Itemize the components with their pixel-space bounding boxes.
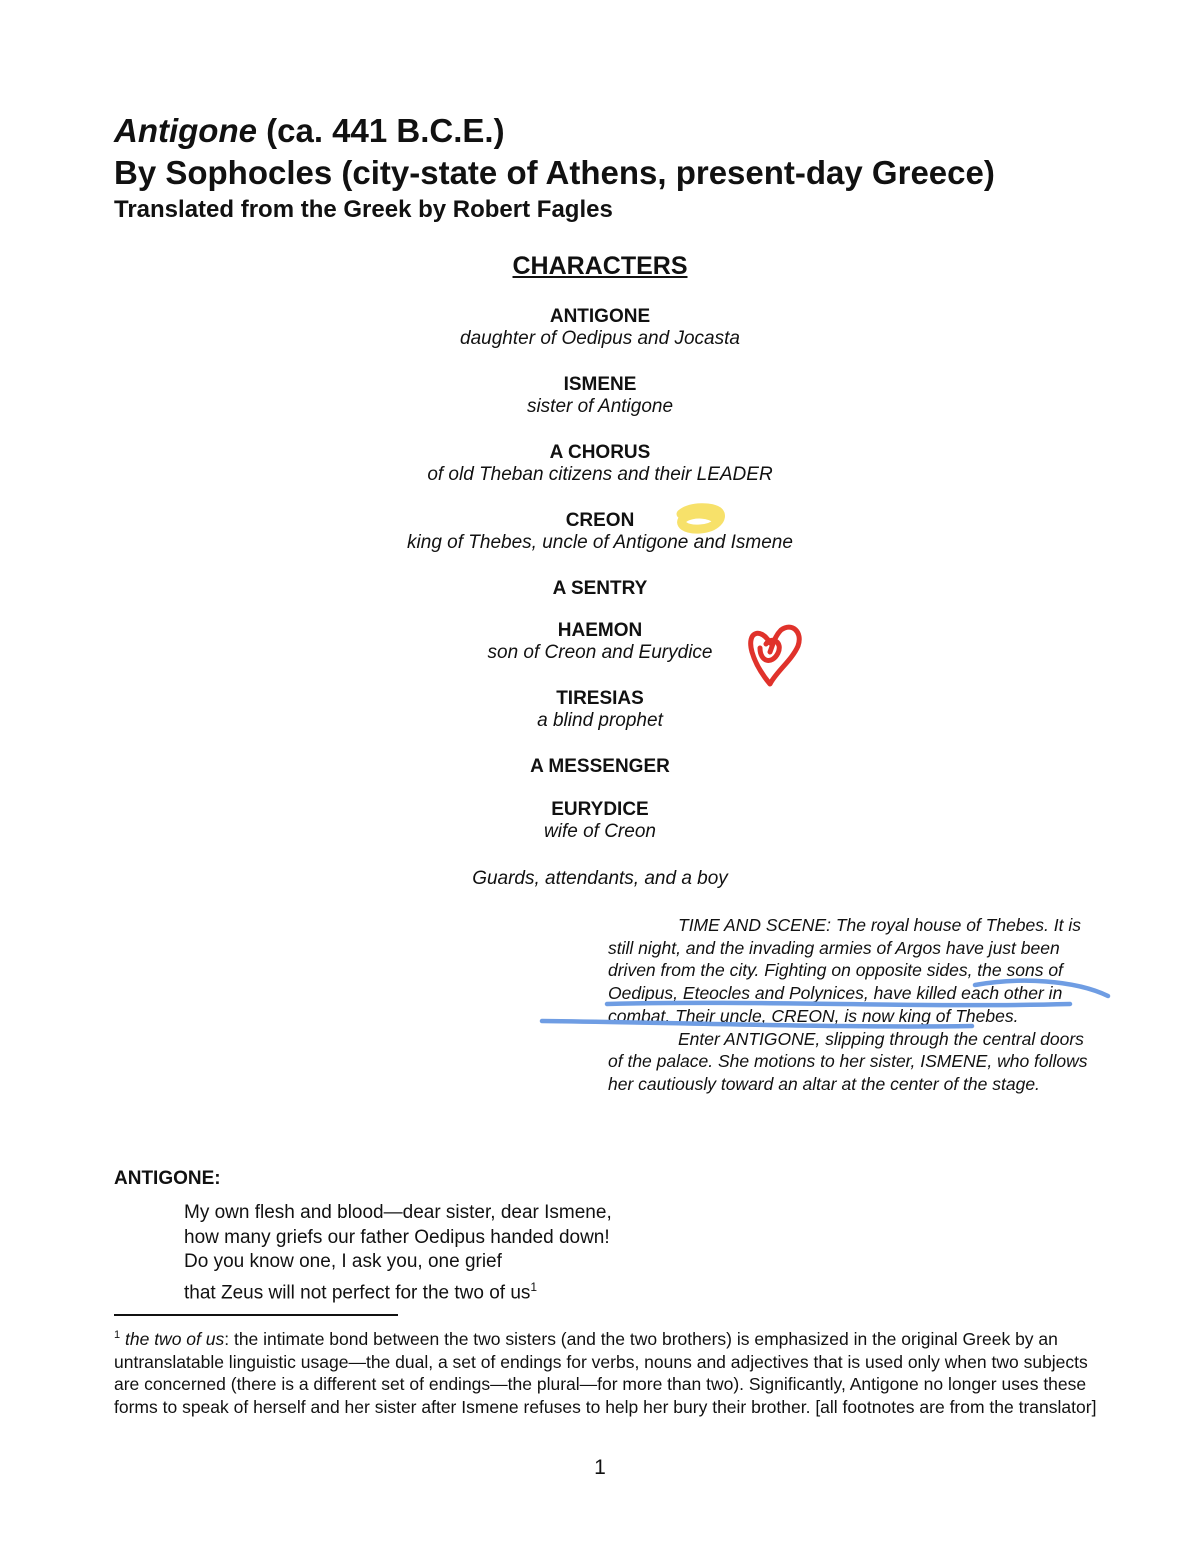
blue-underline-strokes xyxy=(542,981,1108,1027)
character-name: CREON xyxy=(565,510,635,531)
entrance-direction: Enter ANTIGONE, slipping through the central doors of the palace. She motions to her sister, ISMENE, who follows her cautiously toward an altar at the center of the stage. xyxy=(608,1028,1088,1094)
footnote-reference[interactable]: 1 xyxy=(530,1279,538,1294)
verse-line: My own flesh and blood—dear sister, dear Ismene, xyxy=(184,1202,612,1223)
footnote-term: the two of us xyxy=(125,1328,225,1349)
heart-doodle xyxy=(751,627,800,684)
character-description: son of Creon and Eurydice xyxy=(487,642,713,663)
author-byline: By Sophocles (city-state of Athens, present-day Greece) xyxy=(114,154,995,191)
character-description: daughter of Oedipus and Jocasta xyxy=(460,328,740,349)
character-description: wife of Creon xyxy=(544,821,656,842)
play-date: (ca. 441 B.C.E.) xyxy=(256,112,505,149)
play-title: Antigone xyxy=(114,112,257,149)
character-description: of old Theban citizens and their LEADER xyxy=(427,464,773,485)
footnote-number: 1 xyxy=(114,1329,121,1341)
highlight-scribble xyxy=(681,508,720,529)
character-name: EURYDICE xyxy=(551,799,649,820)
verse-line-text: that Zeus will not perfect for the two of us xyxy=(184,1281,531,1303)
character-description: a blind prophet xyxy=(537,710,663,731)
character-description: sister of Antigone xyxy=(526,396,674,417)
verse-line: how many griefs our father Oedipus handed down! xyxy=(184,1226,610,1248)
extras-line: Guards, attendants, and a boy xyxy=(472,868,728,889)
translator-line: Translated from the Greek by Robert Fagles xyxy=(114,196,613,223)
character-name: ANTIGONE xyxy=(549,306,651,327)
character-name: A MESSENGER xyxy=(530,756,670,777)
time-and-scene: TIME AND SCENE: The royal house of Thebes. It is still night, and the invading armies of Argos have just been driven from the city. Fighting on opposite sides, the sons of Oedipus, Eteocles and Polynices, have killed each other in combat. Their uncle, CREON, is now king of Thebes. xyxy=(608,915,1081,1026)
page-number: 1 xyxy=(594,1456,606,1479)
character-name: ISMENE xyxy=(563,374,637,395)
character-name: HAEMON xyxy=(557,620,643,641)
character-name: A CHORUS xyxy=(549,442,651,463)
character-name: A SENTRY xyxy=(552,578,648,599)
characters-heading: CHARACTERS xyxy=(512,252,688,280)
speaker-label: ANTIGONE: xyxy=(114,1168,221,1189)
footnote-text: : the intimate bond between the two sisters (and the two brothers) is emphasized in the original Greek by an untranslatable linguistic usage—the dual, a set of endings for verbs, nouns and adjectives that is used only when two subjects are concerned (there is a different set of endings—the plural—for more than two). Significantly, Antigone no longer uses these forms to speak of herself and her sister after Ismene refuses to help her bury their brother. [all footnotes are from the translator] xyxy=(114,1328,1097,1417)
character-description: king of Thebes, uncle of Antigone and Ismene xyxy=(407,532,793,553)
character-name: TIRESIAS xyxy=(556,688,644,709)
verse-line: Do you know one, I ask you, one grief xyxy=(184,1251,502,1272)
